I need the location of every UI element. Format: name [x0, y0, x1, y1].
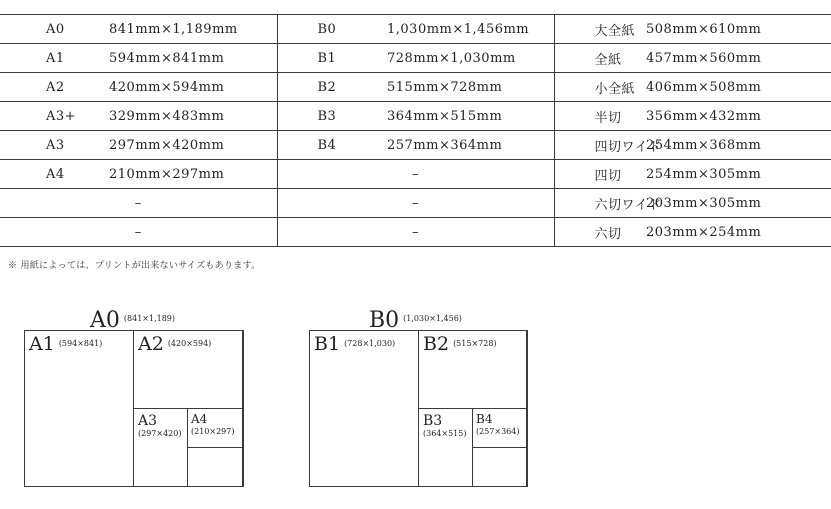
a-size-value: 594mm×841mm [109, 44, 277, 73]
photo-size-value: 406mm×508mm [646, 73, 831, 102]
b4-dim: (257×364) [476, 426, 520, 436]
b-size-value: 364mm×515mm [387, 102, 554, 131]
print-note: ※ 用紙によっては、プリントが出来ないサイズもあります。 [8, 261, 261, 271]
a5-sheet [187, 447, 243, 487]
b0-name: B0 [369, 308, 400, 333]
photo-size-value: 356mm×432mm [646, 102, 831, 131]
b-size-empty: – [277, 218, 554, 247]
photo-size-value: 457mm×560mm [646, 44, 831, 73]
b-size-empty: – [277, 160, 554, 189]
photo-size-value: 254mm×368mm [646, 131, 831, 160]
a2-name: A2 [138, 333, 164, 355]
table-row [0, 218, 831, 247]
a-size-value: 297mm×420mm [109, 131, 277, 160]
b4-name: B4 [476, 412, 493, 426]
photo-size-name: 四切ワイド [554, 131, 646, 160]
b-size-name: B3 [277, 102, 387, 131]
a1-dim: (594×841) [58, 339, 103, 348]
b-size-value: 728mm×1,030mm [387, 44, 554, 73]
b0-title [369, 308, 462, 332]
a4-name: A4 [191, 412, 208, 426]
photo-size-value: 254mm×305mm [646, 160, 831, 189]
a3-dim: (297×420) [138, 429, 182, 439]
a-size-name: A2 [0, 73, 109, 102]
b-size-name: B2 [277, 73, 387, 102]
b-size-value: 515mm×728mm [387, 73, 554, 102]
a-size-empty: – [0, 218, 277, 247]
a2-sheet [133, 330, 243, 409]
a0-title [90, 308, 175, 332]
a-size-empty: – [0, 189, 277, 218]
photo-size-name: 半切 [554, 102, 646, 131]
photo-size-value: 508mm×610mm [646, 15, 831, 44]
table-row [0, 160, 831, 189]
b3-name: B3 [423, 413, 443, 429]
photo-size-name: 全紙 [554, 44, 646, 73]
a1-sheet [24, 330, 134, 487]
b1-sheet [309, 330, 419, 487]
table-row [0, 131, 831, 160]
photo-size-name: 四切 [554, 160, 646, 189]
photo-size-value: 203mm×254mm [646, 218, 831, 247]
photo-size-name: 大全紙 [554, 15, 646, 44]
b-size-value: 257mm×364mm [387, 131, 554, 160]
b2-sheet [418, 330, 527, 409]
b0-dim: (1,030×1,456) [403, 314, 462, 323]
b1-name: B1 [314, 333, 341, 355]
b3-dim: (364×515) [423, 429, 467, 439]
a-size-name: A0 [0, 15, 109, 44]
a1-name: A1 [29, 333, 55, 355]
b2-name: B2 [423, 333, 450, 355]
table-row [0, 44, 831, 73]
table-row [0, 189, 831, 218]
b1-dim: (728×1,030) [344, 339, 396, 348]
photo-size-name: 六切 [554, 218, 646, 247]
a4-sheet [187, 408, 243, 448]
a3-name: A3 [138, 413, 158, 429]
a2-dim: (420×594) [167, 339, 212, 348]
paper-size-table [0, 14, 831, 247]
a3-sheet [133, 408, 188, 487]
a0-name: A0 [90, 308, 120, 333]
table-row [0, 73, 831, 102]
b-size-empty: – [277, 189, 554, 218]
b2-dim: (515×728) [453, 339, 497, 348]
a-size-name: A3 [0, 131, 109, 160]
b-size-name: B4 [277, 131, 387, 160]
a-size-name: A1 [0, 44, 109, 73]
b-size-name: B1 [277, 44, 387, 73]
b3-sheet [418, 408, 473, 487]
photo-size-name: 六切ワイド [554, 189, 646, 218]
a-size-value: 329mm×483mm [109, 102, 277, 131]
a-size-name: A4 [0, 160, 109, 189]
a4-dim: (210×297) [191, 426, 235, 436]
a-size-value: 420mm×594mm [109, 73, 277, 102]
photo-size-name: 小全紙 [554, 73, 646, 102]
b-size-value: 1,030mm×1,456mm [387, 15, 554, 44]
b5-sheet [472, 447, 527, 487]
b4-sheet [472, 408, 527, 448]
a-size-value: 210mm×297mm [109, 160, 277, 189]
a0-dim: (841×1,189) [123, 314, 176, 323]
a-size-name: A3+ [0, 102, 109, 131]
photo-size-value: 203mm×305mm [646, 189, 831, 218]
table-row [0, 102, 831, 131]
a-size-value: 841mm×1,189mm [109, 15, 277, 44]
table-row [0, 15, 831, 44]
b-size-name: B0 [277, 15, 387, 44]
